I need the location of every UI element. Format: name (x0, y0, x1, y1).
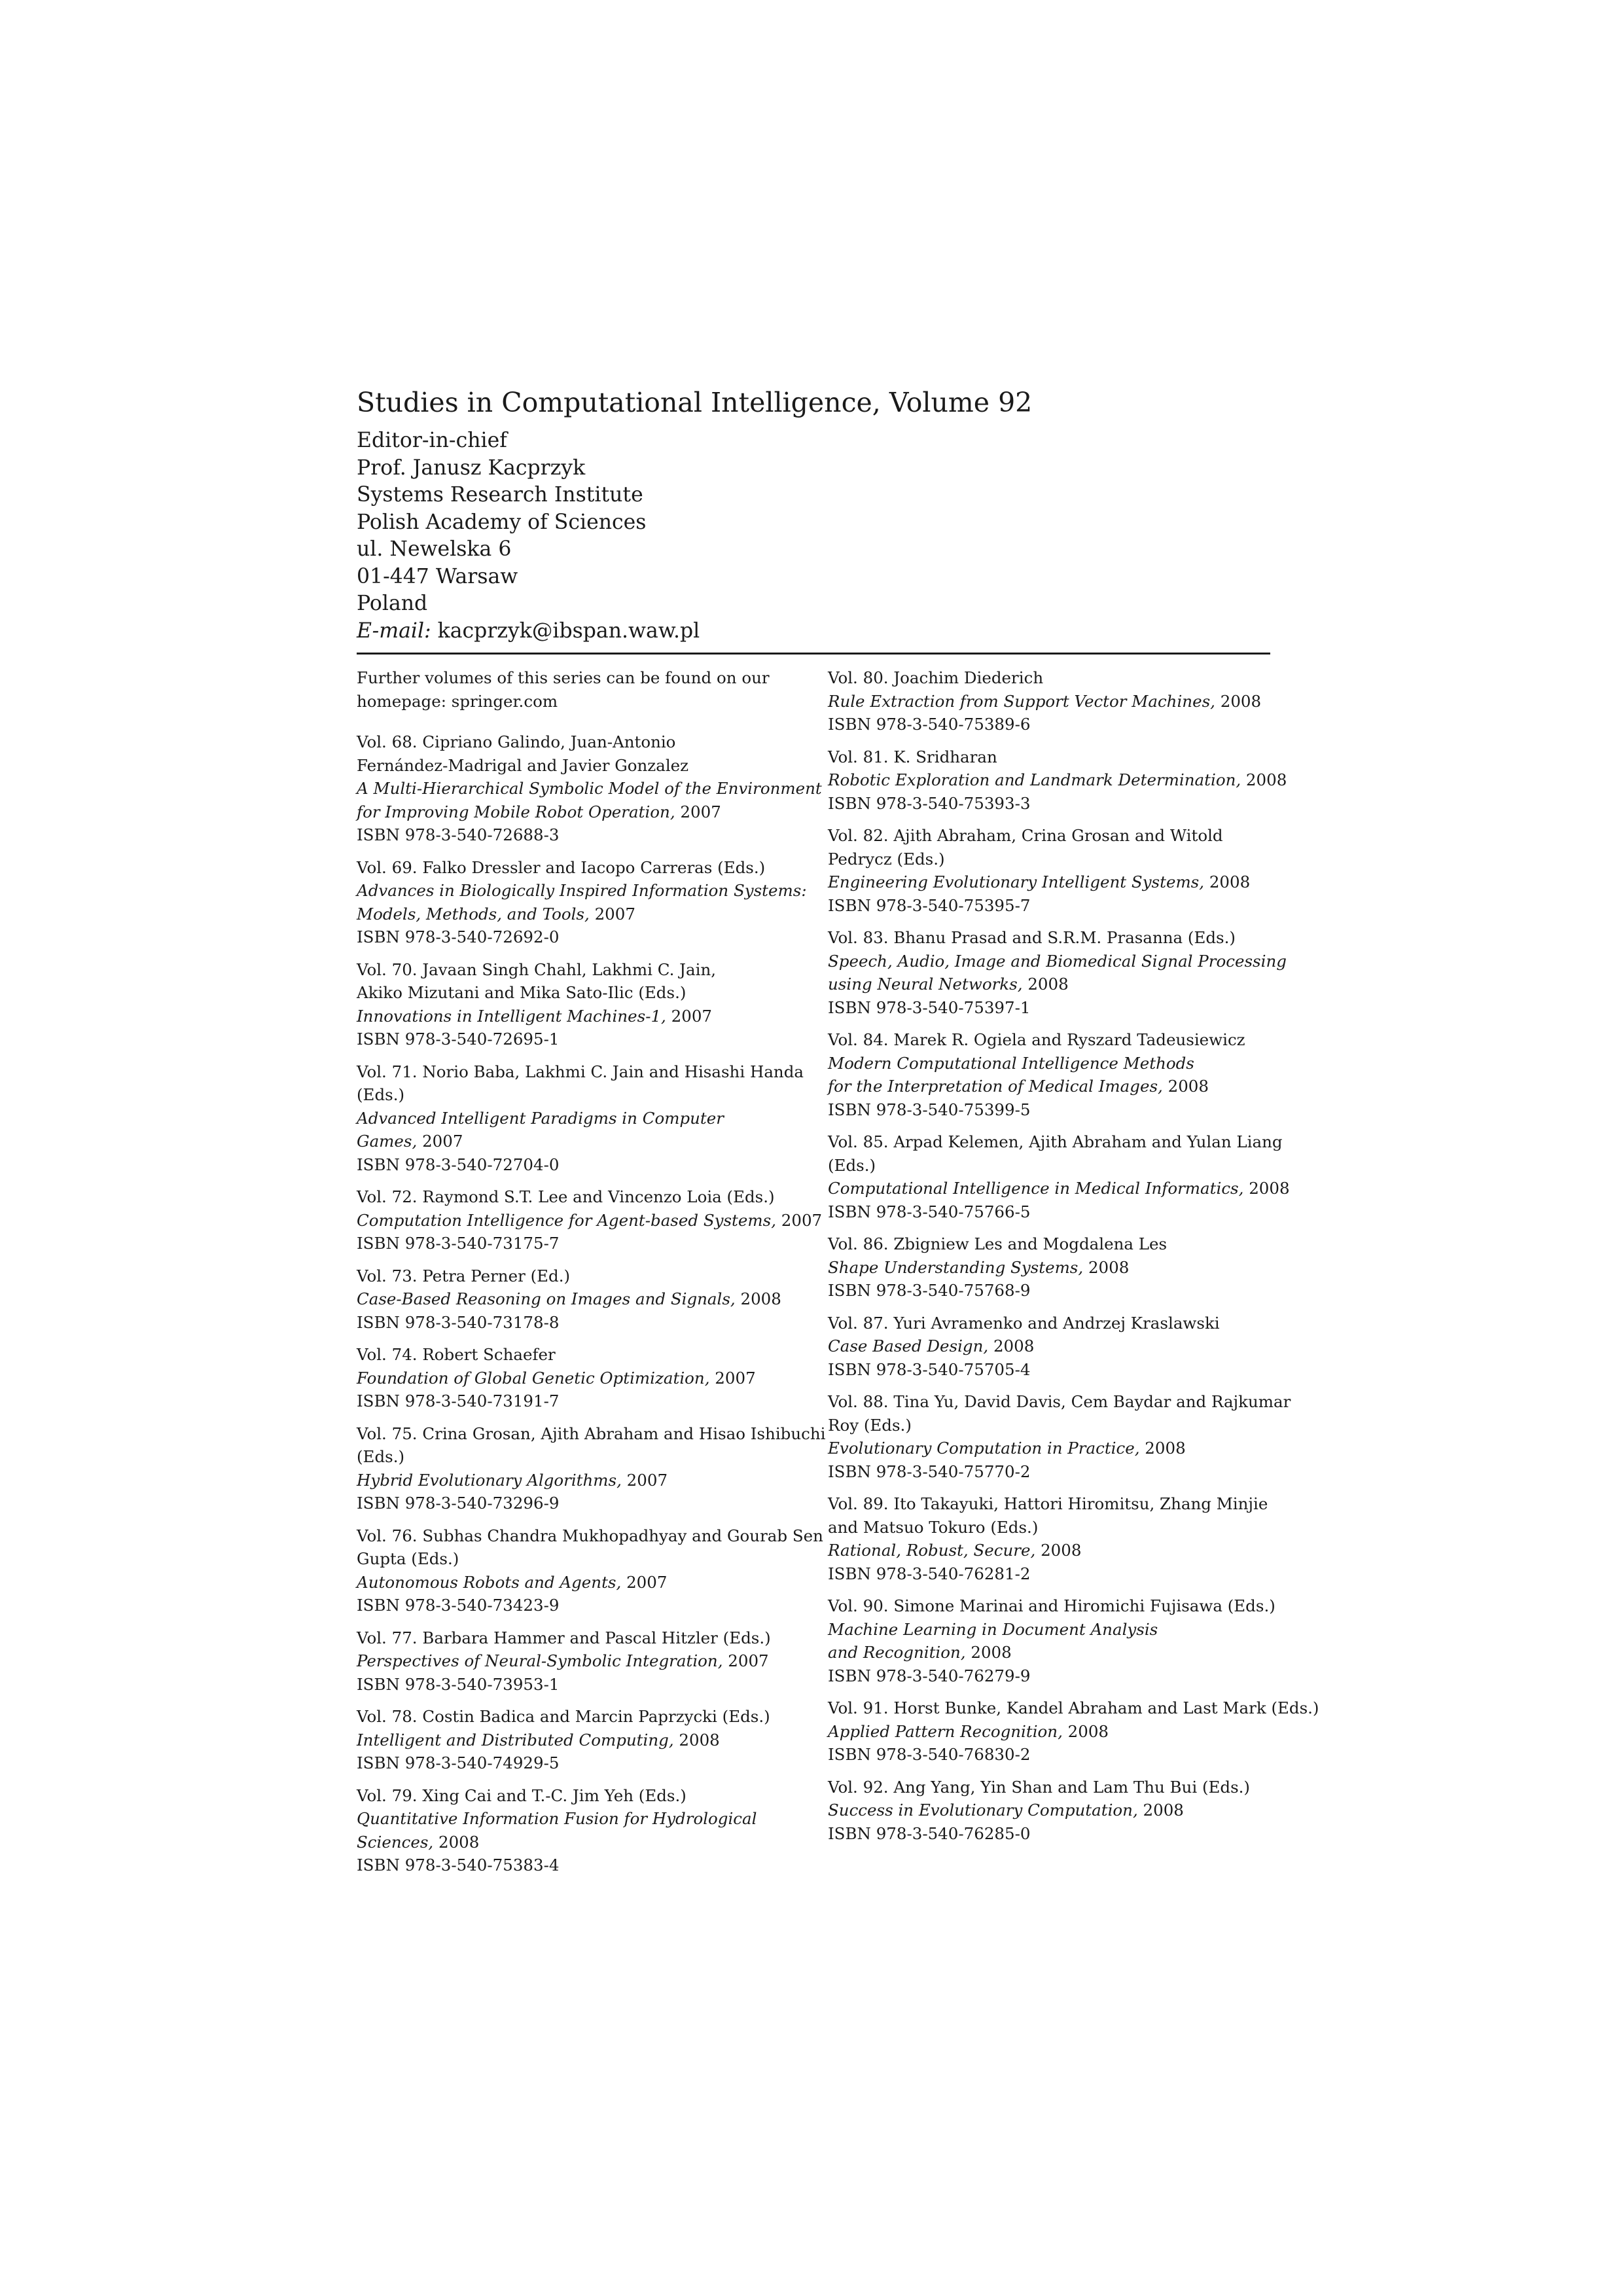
volume-year: 2007 (589, 904, 635, 924)
volume-entry (357, 856, 807, 949)
editor-country: Poland (357, 592, 428, 615)
volume-line: ISBN 978-3-540-76279-9 (828, 1666, 1031, 1685)
volume-line (357, 800, 802, 824)
volume-line: ISBN 978-3-540-75770-2 (828, 1462, 1031, 1481)
volume-line (357, 903, 802, 926)
volume-line (828, 1256, 1273, 1280)
volume-line: (Eds.) (357, 1085, 405, 1104)
volume-year: 2007 (709, 1368, 756, 1388)
volume-line: Vol. 72. Raymond S.T. Lee and Vincenzo Loia (Eds.) (357, 1187, 775, 1206)
volume-line: ISBN 978-3-540-75395-7 (828, 895, 1031, 915)
volume-line: Vol. 86. Zbigniew Les and Mogdalena Les (828, 1234, 1168, 1253)
volume-entry (357, 1185, 823, 1255)
volume-year: 2008 (1083, 1257, 1130, 1277)
volume-line: ISBN 978-3-540-75768-9 (828, 1281, 1031, 1300)
volume-title: Autonomous Robots and Agents, (357, 1572, 622, 1592)
volume-line: Vol. 75. Crina Grosan, Ajith Abraham and Hisao Ishibuchi (357, 1424, 826, 1443)
volume-line: ISBN 978-3-540-75393-3 (828, 793, 1031, 813)
volume-line: ISBN 978-3-540-76281-2 (828, 1564, 1031, 1583)
volume-title: for the Interpretation of Medical Images, (828, 1077, 1163, 1096)
volume-entry (828, 745, 1287, 816)
volume-entry (828, 666, 1273, 736)
volume-year: 2008 (1243, 1179, 1290, 1198)
volume-year: 2008 (735, 1289, 781, 1308)
volume-line (828, 950, 1287, 973)
volume-year: 2007 (722, 1651, 769, 1670)
volume-line (357, 1209, 823, 1232)
volume-title: and Recognition, (828, 1643, 966, 1662)
volume-year: 2008 (1139, 1439, 1186, 1458)
volume-line: ISBN 978-3-540-72704-0 (357, 1155, 560, 1174)
volume-year: 2008 (1062, 1721, 1109, 1741)
volume-title: Sciences, (357, 1832, 434, 1852)
email-label: E-mail: (357, 619, 431, 643)
volume-line: Vol. 70. Javaan Singh Chahl, Lakhmi C. Jain, (357, 960, 717, 979)
editor-role: Editor-in-chief (357, 429, 507, 452)
volume-title: Applied Pattern Recognition, (828, 1721, 1063, 1741)
volume-line (357, 1729, 802, 1752)
volume-line: Vol. 92. Ang Yang, Yin Shan and Lam Thu Bui (Eds.) (828, 1777, 1250, 1797)
volume-line: ISBN 978-3-540-76285-0 (828, 1823, 1031, 1843)
volume-line (828, 973, 1273, 996)
volume-title: Games, (357, 1132, 418, 1151)
volume-title: Perspectives of Neural-Symbolic Integration, (357, 1651, 723, 1670)
volume-title: Intelligent and Distributed Computing, (357, 1730, 674, 1749)
volume-line (828, 1177, 1290, 1200)
volume-line: ISBN 978-3-540-72692-0 (357, 927, 560, 946)
volume-line (357, 777, 822, 800)
volume-entry (357, 1524, 823, 1617)
volume-line: Vol. 74. Robert Schaefer (357, 1345, 556, 1364)
volume-entry (828, 1028, 1273, 1121)
volume-title: Hybrid Evolutionary Algorithms, (357, 1470, 622, 1490)
volume-year: 2007 (621, 1572, 668, 1592)
volume-line (357, 1107, 802, 1130)
volume-year: 2008 (1137, 1801, 1184, 1820)
volume-entry (828, 1776, 1273, 1846)
volume-line: Fernández-Madrigal and Javier Gonzalez (357, 755, 689, 775)
volume-line: Vol. 82. Ajith Abraham, Crina Grosan and Witold (828, 826, 1223, 845)
volume-year: 2007 (675, 802, 721, 821)
volume-line: ISBN 978-3-540-74929-5 (357, 1753, 560, 1772)
volume-title: Rule Extraction from Support Vector Machines, (828, 691, 1215, 711)
volume-entry (828, 1390, 1291, 1483)
editor-email-line (357, 618, 1270, 645)
volume-title: for Improving Mobile Robot Operation, (357, 802, 675, 821)
volume-line (828, 1335, 1273, 1358)
volume-line: Vol. 73. Petra Perner (Ed.) (357, 1266, 571, 1285)
right-column (828, 666, 1319, 1854)
volume-line: ISBN 978-3-540-76830-2 (828, 1745, 1031, 1764)
volume-line (828, 1437, 1273, 1460)
volume-title: Evolutionary Computation in Practice, (828, 1439, 1140, 1458)
editor-street: ul. Newelska 6 (357, 537, 512, 561)
volume-line: ISBN 978-3-540-73175-7 (357, 1234, 560, 1253)
volume-title: Advanced Intelligent Paradigms in Computer (357, 1108, 724, 1128)
volume-line (357, 879, 807, 903)
volume-line: Vol. 84. Marek R. Ogiela and Ryszard Tadeusiewicz (828, 1030, 1245, 1049)
volume-line (828, 1641, 1273, 1664)
volume-line: ISBN 978-3-540-73296-9 (357, 1494, 560, 1513)
volume-year: 2008 (1035, 1541, 1082, 1560)
volume-line (828, 1075, 1273, 1098)
volume-line (357, 1649, 802, 1673)
volume-line (357, 1367, 802, 1390)
editor-academy: Polish Academy of Sciences (357, 510, 647, 534)
volume-line (828, 1052, 1273, 1075)
volume-line (828, 1799, 1273, 1822)
volume-line: ISBN 978-3-540-72688-3 (357, 825, 560, 844)
volume-title: Machine Learning in Document Analysis (828, 1619, 1158, 1639)
volume-line (828, 870, 1273, 894)
volume-title: Engineering Evolutionary Intelligent Systems, (828, 872, 1205, 891)
volume-line: (Eds.) (828, 1155, 876, 1175)
volume-year: 2008 (1241, 770, 1287, 789)
volume-line: and Matsuo Tokuro (Eds.) (828, 1517, 1039, 1537)
volume-line: Vol. 76. Subhas Chandra Mukhopadhyay and Gourab Sen (357, 1526, 823, 1545)
volume-year: 2008 (433, 1832, 480, 1852)
series-note: Further volumes of this series can be found on our homepage: springer.com (357, 668, 770, 711)
volume-line: Vol. 88. Tina Yu, David Davis, Cem Baydar and Rajkumar (828, 1392, 1291, 1411)
volume-line: ISBN 978-3-540-75397-1 (828, 997, 1031, 1017)
divider-rule (357, 653, 1270, 655)
volume-title: Rational, Robust, Secure, (828, 1541, 1036, 1560)
volume-line: Vol. 68. Cipriano Galindo, Juan-Antonio (357, 732, 676, 751)
volume-line: (Eds.) (357, 1447, 405, 1466)
volume-line: ISBN 978-3-540-75705-4 (828, 1359, 1031, 1379)
volume-entry (357, 1343, 802, 1413)
volume-line: Vol. 85. Arpad Kelemen, Ajith Abraham and Yulan Liang (828, 1132, 1283, 1151)
volume-title: Innovations in Intelligent Machines-1, (357, 1006, 666, 1026)
volume-line: ISBN 978-3-540-75389-6 (828, 715, 1031, 734)
volume-entry (828, 1594, 1273, 1687)
volume-line (357, 1807, 802, 1831)
volume-year: 2008 (673, 1730, 720, 1749)
volume-line (828, 1720, 1273, 1744)
volume-line (357, 1287, 802, 1311)
volume-title: using Neural Networks, (828, 975, 1023, 994)
volume-title: Advances in Biologically Inspired Information Systems: (357, 881, 807, 900)
volume-title: Case-Based Reasoning on Images and Signals, (357, 1289, 736, 1308)
volume-year: 2008 (1022, 975, 1069, 994)
volume-line: Vol. 78. Costin Badica and Marcin Paprzycki (Eds.) (357, 1707, 770, 1726)
volume-line (357, 1005, 802, 1028)
volume-line (357, 1571, 802, 1594)
volume-entry (828, 824, 1273, 917)
volume-line (828, 768, 1287, 792)
volume-title: Quantitative Information Fusion for Hydrological (357, 1809, 757, 1828)
volume-title: Shape Understanding Systems, (828, 1257, 1084, 1277)
volume-entry (357, 730, 822, 847)
volume-entry (357, 1265, 802, 1335)
volume-title: Modern Computational Intelligence Methods (828, 1053, 1194, 1073)
volume-line (828, 690, 1273, 713)
volume-line: ISBN 978-3-540-75383-4 (357, 1856, 560, 1874)
volume-line: Pedrycz (Eds.) (828, 849, 945, 869)
volume-line: Vol. 79. Xing Cai and T.-C. Jim Yeh (Eds.) (357, 1785, 687, 1805)
volume-line (828, 1539, 1273, 1562)
volume-line (828, 1618, 1273, 1641)
volume-line: Gupta (Eds.) (357, 1549, 459, 1568)
volume-line: ISBN 978-3-540-73178-8 (357, 1312, 560, 1332)
series-title: Studies in Computational Intelligence, Volume 92 (357, 387, 1033, 418)
volume-line: ISBN 978-3-540-73953-1 (357, 1674, 560, 1694)
volume-line: Vol. 90. Simone Marinai and Hiromichi Fujisawa (Eds.) (828, 1596, 1275, 1615)
volume-entry (828, 1232, 1273, 1302)
editor-email: kacprzyk@ibspan.waw.pl (437, 619, 700, 643)
volume-line: ISBN 978-3-540-72695-1 (357, 1030, 560, 1049)
volume-title: Models, Methods, and Tools, (357, 904, 590, 924)
volume-title: Computational Intelligence in Medical Informatics, (828, 1179, 1244, 1198)
volume-title: Computation Intelligence for Agent-based Systems, (357, 1210, 776, 1230)
editor-name: Prof. Janusz Kacprzyk (357, 456, 586, 480)
volume-line: Vol. 71. Norio Baba, Lakhmi C. Jain and Hisashi Handa (357, 1062, 804, 1081)
volume-year: 2008 (965, 1643, 1012, 1662)
volume-line: Akiko Mizutani and Mika Sato-Ilic (Eds.) (357, 983, 687, 1002)
volume-year: 2008 (988, 1336, 1035, 1355)
editor-block (357, 427, 1270, 645)
volume-title: A Multi-Hierarchical Symbolic Model of the Environment (357, 779, 822, 798)
volume-entry (828, 926, 1287, 1019)
volume-title: Case Based Design, (828, 1336, 989, 1355)
volume-entry (357, 1705, 802, 1775)
volume-line: Vol. 77. Barbara Hammer and Pascal Hitzler (Eds.) (357, 1628, 771, 1647)
volume-entry (357, 1626, 802, 1696)
volume-line: Vol. 91. Horst Bunke, Kandel Abraham and Last Mark (Eds.) (828, 1698, 1319, 1717)
volume-line: Vol. 87. Yuri Avramenko and Andrzej Kraslawski (828, 1313, 1220, 1333)
volume-entry (357, 958, 802, 1051)
volume-year: 2007 (417, 1132, 463, 1151)
volume-year: 2007 (666, 1006, 712, 1026)
volume-year: 2008 (1162, 1077, 1209, 1096)
volume-entry (357, 1060, 802, 1177)
editor-city: 01-447 Warsaw (357, 564, 518, 588)
series-page (357, 386, 1319, 1874)
volume-title: Speech, Audio, Image and Biomedical Signal Processing (828, 951, 1287, 971)
editor-institute: Systems Research Institute (357, 483, 643, 507)
left-column (357, 666, 826, 1886)
volume-title: Success in Evolutionary Computation, (828, 1801, 1138, 1820)
volume-line: Vol. 69. Falko Dressler and Iacopo Carreras (Eds.) (357, 857, 766, 877)
volume-year: 2008 (1204, 872, 1251, 891)
volume-line: Vol. 89. Ito Takayuki, Hattori Hiromitsu, Zhang Minjie (828, 1494, 1268, 1513)
volume-line: Vol. 80. Joachim Diederich (828, 668, 1044, 687)
volume-entry (828, 1130, 1290, 1223)
volume-year: 2007 (621, 1470, 668, 1490)
volume-line: ISBN 978-3-540-75766-5 (828, 1202, 1031, 1221)
volume-line: Vol. 81. K. Sridharan (828, 747, 997, 766)
volume-title: Robotic Exploration and Landmark Determination, (828, 770, 1241, 789)
volume-line (357, 1130, 802, 1153)
volume-line: ISBN 978-3-540-73191-7 (357, 1391, 560, 1410)
volume-line (357, 1831, 802, 1854)
volume-title: Foundation of Global Genetic Optimization, (357, 1368, 710, 1388)
volume-entry (357, 1422, 826, 1515)
volume-line: Vol. 83. Bhanu Prasad and S.R.M. Prasanna (Eds.) (828, 928, 1236, 947)
volume-entry (357, 1784, 802, 1877)
volume-year: 2007 (776, 1210, 823, 1230)
volume-line (357, 1469, 802, 1492)
volume-entry (828, 1492, 1273, 1585)
volume-line: ISBN 978-3-540-75399-5 (828, 1100, 1031, 1119)
volume-entry (828, 1312, 1273, 1382)
volume-line: Roy (Eds.) (828, 1415, 912, 1435)
volume-entry (828, 1696, 1319, 1767)
volume-line: ISBN 978-3-540-73423-9 (357, 1596, 560, 1615)
volume-year: 2008 (1215, 691, 1262, 711)
